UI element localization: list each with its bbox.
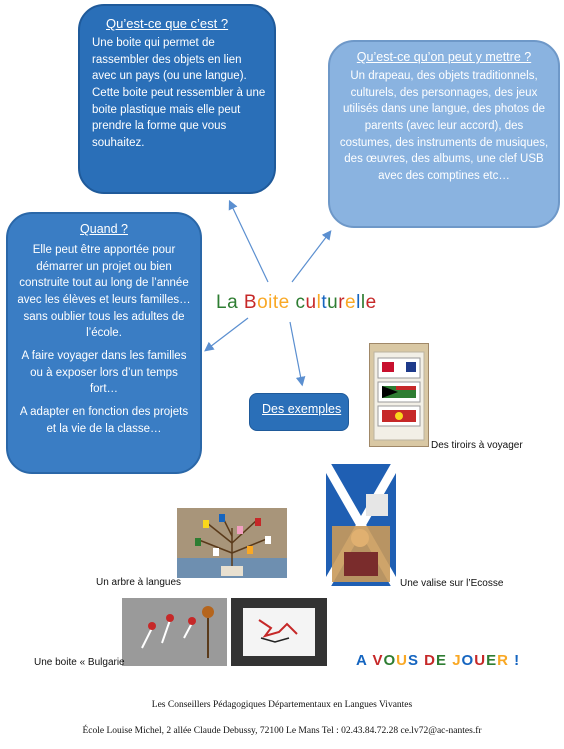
tree-photo — [177, 508, 287, 578]
jouer-letter: U — [474, 652, 487, 669]
tree-caption: Un arbre à langues — [96, 577, 182, 588]
jouer-letter: O — [383, 652, 397, 669]
bubble-when-p2: A faire voyager dans les familles ou à exposer lors d’un temps fort… — [21, 350, 187, 396]
jouer-letter: D — [424, 652, 437, 669]
jouer-letter: ! — [514, 652, 521, 669]
center-title-letter: B — [243, 292, 258, 313]
suitcase-photo — [326, 464, 396, 586]
bubble-when-title: Quand ? — [80, 222, 128, 236]
examples-button[interactable]: Des exemples — [249, 393, 349, 431]
jouer-letter: O — [461, 652, 475, 669]
a-vous-de-jouer — [356, 652, 520, 669]
center-title-letter: e — [365, 292, 377, 313]
drawers-caption: Des tiroirs à voyager — [431, 440, 523, 451]
jouer-letter: V — [372, 652, 384, 669]
center-title-letter: t — [321, 292, 328, 313]
center-title-letter: l — [360, 292, 366, 313]
footer-line-2: École Louise Michel, 2 allée Claude Debussy, 72100 Le Mans Tel : 02.43.84.72.28 ce.lv72@ac-nantes.fr — [82, 726, 482, 736]
bulgarie-photo — [122, 598, 227, 666]
bubble-what-text: Une boite qui permet de rassembler des objets en lien avec un pays (ou une langue). Cette boite peut ressembler à une boite plastique mais elle peut prendre la forme que vous souhaitez. — [92, 37, 266, 150]
suitcase-caption: Une valise sur l’Ecosse — [400, 578, 504, 589]
bubble-when — [6, 212, 202, 474]
jouer-letter: E — [486, 652, 498, 669]
center-title-letter: l — [356, 292, 361, 313]
center-title — [216, 292, 377, 314]
bulgarie-caption: Une boite « Bulgarie — [34, 657, 125, 668]
bubble-what-to-put — [328, 40, 560, 228]
center-title-letter: u — [327, 292, 339, 313]
bubble-what-title: Qu’est-ce que c’est ? — [106, 16, 229, 31]
center-title-letter: r — [338, 292, 346, 313]
drawers-photo — [369, 343, 429, 447]
bubble-put-text: Un drapeau, des objets traditionnels, culturels, des personnages, des jeux utilisés dans une langue, des photos de parents (avec leur accord), des costumes, des instruments de musiques, des œuvres, des albums, une clef USB avec des comptines etc… — [339, 70, 549, 183]
jouer-letter: U — [396, 652, 408, 669]
center-title-letter: oite — [257, 292, 296, 313]
center-title-letter: e — [345, 292, 357, 313]
bubble-when-p1: Elle peut être apportée pour démarrer un projet ou bien construite tout au long de l’année avec les élèves et leurs familles…sans oublier tous les adultes de l’école. — [17, 244, 191, 340]
center-title-letter: La — [216, 292, 244, 313]
jouer-letter: R — [497, 652, 509, 669]
center-title-letter: l — [316, 292, 322, 313]
jouer-letter: J — [452, 652, 462, 669]
jouer-letter: E — [436, 652, 448, 669]
center-title-letter: c — [295, 292, 306, 313]
footer-line-1: Les Conseillers Pédagogiques Départementaux en Langues Vivantes — [151, 700, 413, 710]
center-title-letter: u — [305, 292, 317, 313]
bubble-what-is-it — [78, 4, 276, 194]
jouer-letter: S — [407, 652, 419, 669]
bubble-put-title: Qu’est-ce qu’on peut y mettre ? — [356, 50, 532, 64]
card-photo — [231, 598, 327, 666]
jouer-letter: A — [356, 652, 368, 669]
bubble-when-p3: A adapter en fonction des projets et la vie de la classe… — [19, 406, 189, 435]
